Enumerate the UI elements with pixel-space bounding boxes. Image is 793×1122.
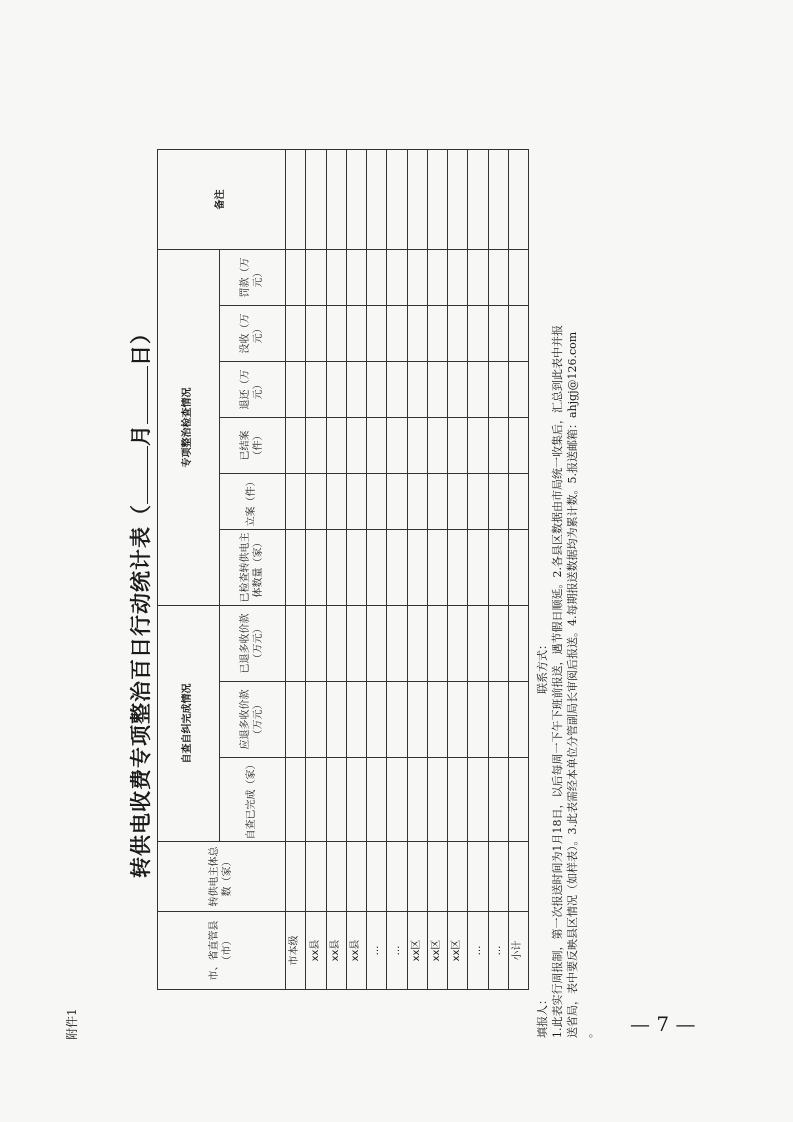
table-cell [407, 249, 427, 305]
table-cell [286, 605, 306, 681]
table-cell [367, 473, 387, 529]
table-cell [448, 842, 468, 912]
table-cell [306, 529, 326, 605]
header-filed: 立案（件） [220, 473, 286, 529]
table-title [125, 150, 155, 1050]
table-cell [508, 149, 528, 249]
table-cell [488, 605, 508, 681]
table-cell [508, 605, 528, 681]
table-row [407, 149, 427, 989]
table-cell [326, 758, 346, 842]
table-cell [286, 758, 306, 842]
filler-label: 填报人： [536, 994, 549, 1038]
table-cell [346, 682, 366, 758]
table-cell [488, 305, 508, 361]
table-cell [346, 605, 366, 681]
table-cell [488, 473, 508, 529]
table-cell [488, 758, 508, 842]
table-row [387, 149, 407, 989]
table-cell [306, 305, 326, 361]
table-row [326, 149, 346, 989]
table-cell [407, 529, 427, 605]
row-label: … [488, 912, 508, 990]
table-cell [508, 361, 528, 417]
table-cell [407, 758, 427, 842]
table-cell [508, 682, 528, 758]
table-cell [306, 473, 326, 529]
table-cell [326, 149, 346, 249]
note-line-2: 送省局，表中要反映县区情况（如样表）。3.此表需经本单位分管副局长审阅后报送。4.每期报送数据均为累计数。5.报送邮箱：ahjgj@126.com [566, 331, 579, 1038]
table-cell [488, 529, 508, 605]
day-blank [129, 366, 148, 424]
table-cell [367, 149, 387, 249]
table-cell [346, 249, 366, 305]
table-row [508, 149, 528, 989]
header-self-check-group: 自查自纠完成情况 [158, 605, 220, 841]
table-cell [346, 758, 366, 842]
table-cell [448, 249, 468, 305]
table-cell [407, 149, 427, 249]
header-total: 转供电主体总数（家） [158, 842, 286, 912]
table-cell [468, 417, 488, 473]
table-cell [367, 842, 387, 912]
table-cell [448, 682, 468, 758]
table-cell [326, 605, 346, 681]
table-cell [508, 758, 528, 842]
table-cell [468, 758, 488, 842]
table-row [468, 149, 488, 989]
table-cell [387, 249, 407, 305]
table-cell [508, 842, 528, 912]
table-cell [286, 249, 306, 305]
header-special-group: 专项整治检查情况 [158, 249, 220, 605]
table-cell [508, 417, 528, 473]
table-cell [326, 842, 346, 912]
table-cell [488, 361, 508, 417]
header-closed: 已结案（件） [220, 417, 286, 473]
table-cell [427, 682, 447, 758]
table-cell [286, 417, 306, 473]
table-cell [468, 473, 488, 529]
table-cell [407, 605, 427, 681]
table-row [448, 149, 468, 989]
header-self-completed: 自查已完成（家） [220, 758, 286, 842]
table-cell [427, 361, 447, 417]
table-cell [286, 149, 306, 249]
row-label: xx区 [427, 912, 447, 990]
row-label: xx县 [326, 912, 346, 990]
table-cell [306, 758, 326, 842]
table-cell [367, 605, 387, 681]
header-region: 市、省直管县（市） [158, 912, 286, 990]
table-cell [346, 305, 366, 361]
footer-notes [535, 158, 595, 1038]
table-cell [488, 842, 508, 912]
table-cell [468, 605, 488, 681]
table-cell [468, 529, 488, 605]
header-inspected: 已检查转供电主体数量（家） [220, 529, 286, 605]
table-cell [427, 758, 447, 842]
table-cell [286, 682, 306, 758]
contact-label: 联系方式： [536, 639, 549, 694]
table-cell [326, 249, 346, 305]
table-cell [427, 473, 447, 529]
table-row [427, 149, 447, 989]
table-cell [306, 682, 326, 758]
table-cell [387, 361, 407, 417]
header-refunded: 已退多收价款（万元） [220, 605, 286, 681]
table-cell [508, 529, 528, 605]
table-cell [448, 149, 468, 249]
table-cell [306, 842, 326, 912]
table-cell [346, 473, 366, 529]
row-label: … [468, 912, 488, 990]
row-label: … [387, 912, 407, 990]
page-number: — 7 — [630, 1012, 696, 1036]
rotated-document [57, 150, 594, 1050]
table-cell [468, 842, 488, 912]
header-fines: 罚款（万元） [220, 249, 286, 305]
table-cell [346, 149, 366, 249]
table-cell [286, 305, 306, 361]
row-label: xx县 [306, 912, 326, 990]
title-month: 月 [129, 424, 153, 446]
header-confiscated: 没收（万元） [220, 305, 286, 361]
table-cell [407, 361, 427, 417]
row-label: xx区 [407, 912, 427, 990]
table-cell [286, 529, 306, 605]
row-label: … [367, 912, 387, 990]
table-cell [407, 473, 427, 529]
table-cell [306, 249, 326, 305]
row-label: xx区 [448, 912, 468, 990]
table-cell [407, 305, 427, 361]
table-cell [488, 682, 508, 758]
header-remarks: 备注 [158, 149, 286, 249]
row-label: 市本级 [286, 912, 306, 990]
table-cell [346, 417, 366, 473]
row-label: xx县 [346, 912, 366, 990]
table-cell [468, 149, 488, 249]
header-refund-due: 应退多收价款（万元） [220, 682, 286, 758]
table-cell [286, 473, 306, 529]
note-line-3: 。 [581, 1027, 594, 1038]
header-returned: 退还（万元） [220, 361, 286, 417]
table-cell [407, 417, 427, 473]
table-cell [427, 842, 447, 912]
table-cell [306, 605, 326, 681]
attachment-label: 附件1 [65, 1008, 79, 1040]
table-cell [488, 417, 508, 473]
table-cell [508, 249, 528, 305]
table-cell [367, 249, 387, 305]
table-cell [468, 682, 488, 758]
table-cell [427, 529, 447, 605]
table-cell [387, 305, 407, 361]
table-cell [508, 305, 528, 361]
title-day: 日） [129, 322, 153, 366]
table-cell [306, 417, 326, 473]
table-cell [367, 758, 387, 842]
table-cell [387, 529, 407, 605]
table-cell [286, 361, 306, 417]
table-cell [427, 305, 447, 361]
table-cell [448, 305, 468, 361]
table-row [286, 149, 306, 989]
table-cell [427, 417, 447, 473]
table-row [346, 149, 366, 989]
table-cell [306, 149, 326, 249]
table-cell [508, 473, 528, 529]
table-cell [468, 361, 488, 417]
table-row [306, 149, 326, 989]
table-cell [448, 758, 468, 842]
table-cell [407, 682, 427, 758]
table-cell [387, 605, 407, 681]
table-cell [326, 361, 346, 417]
table-cell [326, 529, 346, 605]
table-row [488, 149, 508, 989]
table-cell [448, 361, 468, 417]
table-cell [448, 473, 468, 529]
table-cell [346, 529, 366, 605]
table-cell [326, 682, 346, 758]
table-cell [367, 682, 387, 758]
table-cell [448, 605, 468, 681]
table-cell [468, 305, 488, 361]
row-label: 小计 [508, 912, 528, 990]
month-blank [129, 446, 148, 504]
table-cell [427, 149, 447, 249]
table-cell [468, 249, 488, 305]
table-cell [488, 149, 508, 249]
table-cell [488, 249, 508, 305]
table-cell [387, 417, 407, 473]
table-cell [367, 417, 387, 473]
table-cell [387, 758, 407, 842]
table-cell [306, 361, 326, 417]
title-prefix: 转供电收费专项整治百日行动统计表（ [129, 504, 153, 878]
table-cell [367, 529, 387, 605]
table-cell [448, 417, 468, 473]
table-cell [387, 473, 407, 529]
table-cell [367, 361, 387, 417]
table-cell [346, 842, 366, 912]
table-cell [286, 842, 306, 912]
table-cell [387, 682, 407, 758]
table-cell [367, 305, 387, 361]
table-cell [427, 249, 447, 305]
table-cell [407, 842, 427, 912]
note-line-1: 1.此表实行周报制，第一次报送时间为1月18日，以后每周一下午下班前报送，遇节假日顺延。2.各县区数据由市局统一收集后，汇总到此表中并报 [551, 325, 564, 1038]
table-cell [326, 305, 346, 361]
table-cell [427, 605, 447, 681]
statistics-table [157, 149, 529, 990]
table-cell [326, 473, 346, 529]
table-cell [326, 417, 346, 473]
table-cell [346, 361, 366, 417]
table-cell [387, 149, 407, 249]
table-cell [448, 529, 468, 605]
table-row [367, 149, 387, 989]
table-cell [387, 842, 407, 912]
